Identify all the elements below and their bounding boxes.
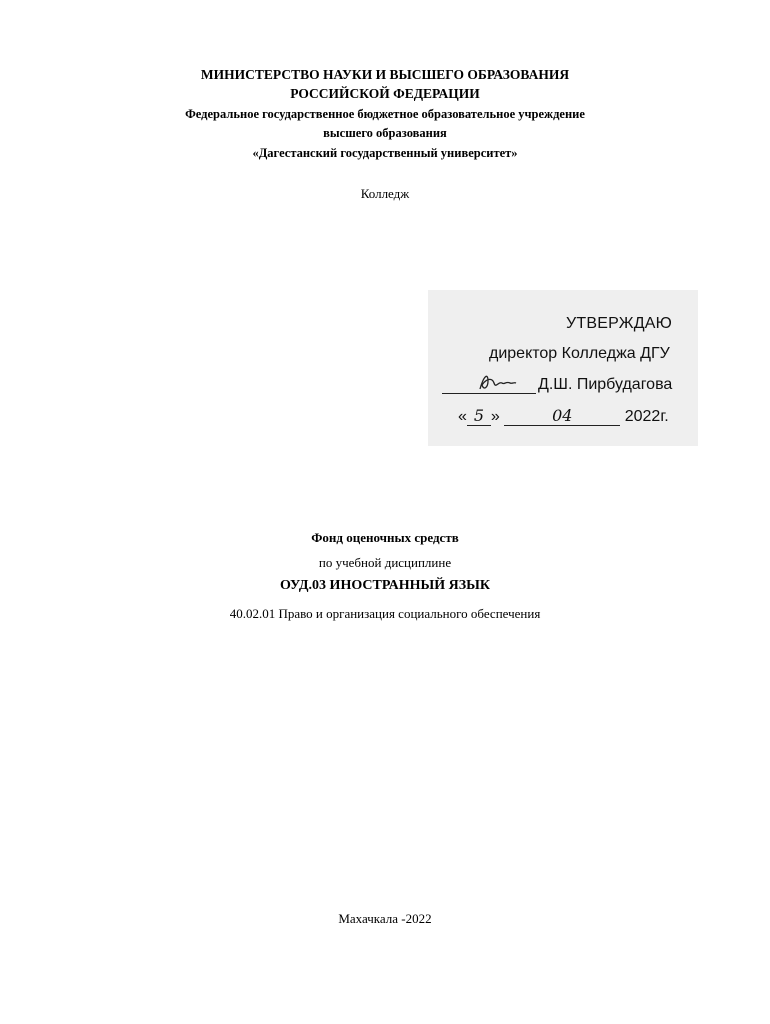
city-year: Махачкала -2022 (338, 911, 432, 926)
approval-date (458, 406, 669, 426)
institution-line-3: «Дагестанский государственный университет» (252, 146, 518, 160)
date-open-quote: « (458, 408, 467, 425)
department-name: Колледж (360, 186, 410, 201)
document-subtitle: по учебной дисциплине (318, 555, 452, 570)
approval-stamp (428, 290, 698, 446)
approval-position: директор Колледжа ДГУ (489, 345, 670, 362)
date-year: 2022г. (624, 408, 669, 425)
handwritten-signature (476, 371, 518, 395)
document-title: Фонд оценочных средств (311, 530, 459, 545)
ministry-line-1: МИНИСТЕРСТВО НАУКИ И ВЫСШЕГО ОБРАЗОВАНИЯ (200, 67, 570, 82)
approval-signature-line (442, 376, 672, 394)
date-close-quote: » (490, 408, 500, 425)
institution-line-1: Федеральное государственное бюджетное образовательное учреждение (185, 107, 585, 121)
discipline-name: ОУД.03 ИНОСТРАННЫЙ ЯЗЫК (279, 578, 491, 593)
approval-name: Д.Ш. Пирбудагова (538, 376, 673, 393)
ministry-line-2: РОССИЙСКОЙ ФЕДЕРАЦИИ (290, 86, 480, 101)
program-name: 40.02.01 Право и организация социального обеспечения (229, 606, 541, 621)
approval-title: УТВЕРЖДАЮ (566, 315, 673, 332)
date-month: 04 (504, 406, 620, 426)
signature-underline (442, 377, 536, 394)
date-day: 5 (467, 406, 491, 426)
institution-line-2: высшего образования (323, 126, 447, 140)
